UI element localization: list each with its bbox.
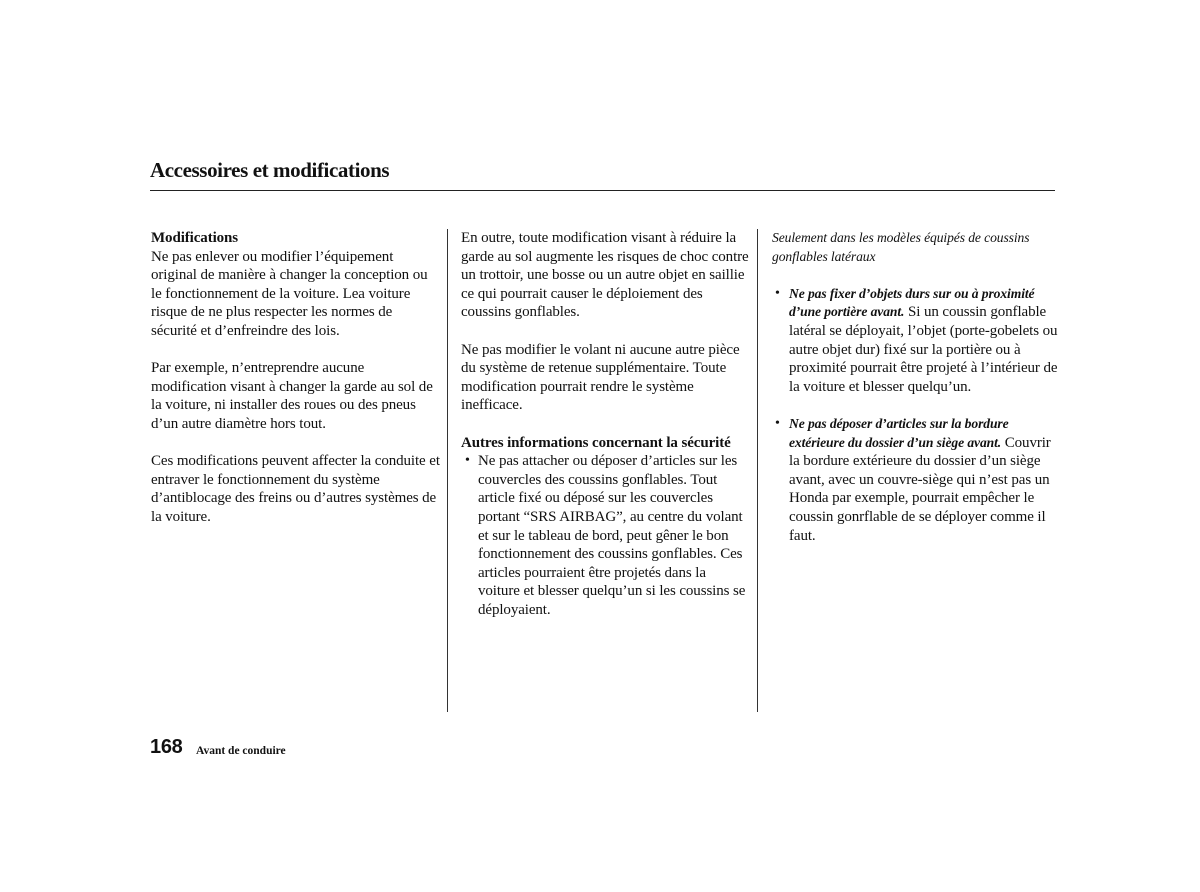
paragraph: Ne pas enlever ou modifier l’équipement original de manière à changer la conception ou le fonctionnement de la voiture. Lea voiture risque de ne plus respecter les normes de sécurité et d’enfreindre des lois. [151,248,428,339]
paragraph: Par exemple, n’entreprendre aucune modification visant à changer la garde au sol de la voiture, ni installer des roues ou des pneus d’un autre diamètre hors tout. [151,360,433,432]
list-item [461,452,751,619]
bullet-text: Couvrir la bordure extérieure du dossier d’un siège avant, avec un couvre-siège qui n’est pas un Honda par exemple, pourrait empêcher le coussin gonrflable de se déployer comme il faut. [789,434,1051,544]
column-middle [461,229,751,638]
footer-section-label: Avant de conduire [196,745,286,757]
column-divider [757,229,758,712]
page-title: Accessoires et modifications [150,158,390,182]
page-number: 168 [150,736,183,758]
section-heading-safety: Autres informations concernant la sécurité [461,434,731,451]
section-heading-modifications: Modifications [151,230,239,246]
bullet-icon: • [465,453,470,469]
paragraph: Ces modifications peuvent affecter la conduite et entraver le fonctionnement du système d’antiblocage des freins ou d’autres systèmes de la voiture. [151,453,440,525]
list-item [772,415,1062,545]
bullet-lead: Ne pas fixer d’objets durs sur ou à proximité d’une portière avant. [789,285,1035,320]
title-divider [150,190,1055,191]
model-note: Seulement dans les modèles équipés de coussins gonflables latéraux [772,230,1030,264]
bullet-text: Ne pas attacher ou déposer d’articles sur les couvercles des coussins gonflables. Tout article fixé ou déposé sur les couvercles portant “SRS AIRBAG”, au centre du volant et sur le tableau de bord, peut gêner le bon fonctionnement des coussins gonflables. Ces articles pourraient être projetés dans la voiture et blesser quelqu’un si les coussins se déployaient. [478,453,746,618]
paragraph: En outre, toute modification visant à réduire la garde au sol augmente les risques de choc contre un trottoir, une bosse ou un autre objet en saillie ce qui pourrait causer le déploiement des coussins gonflables. [461,230,749,321]
bullet-icon: • [775,415,780,431]
column-divider [447,229,448,712]
paragraph: Ne pas modifier le volant ni aucune autre pièce du système de retenue supplémentaire. Toute modification pourrait rendre le système inefficace. [461,341,740,414]
list-item [772,285,1062,397]
column-left [151,229,441,545]
column-right [772,229,1062,564]
bullet-text: Si un coussin gonflable latéral se déployait, l’objet (porte-gobelets ou autre objet dur) fixé sur la portière ou à proximité pourrait être projeté à l’intérieur de la voiture et blesser quelqu’un. [789,304,1058,395]
bullet-lead: Ne pas déposer d’articles sur la bordure extérieure du dossier d’un siège avant. [789,415,1009,450]
bullet-icon: • [775,285,780,301]
